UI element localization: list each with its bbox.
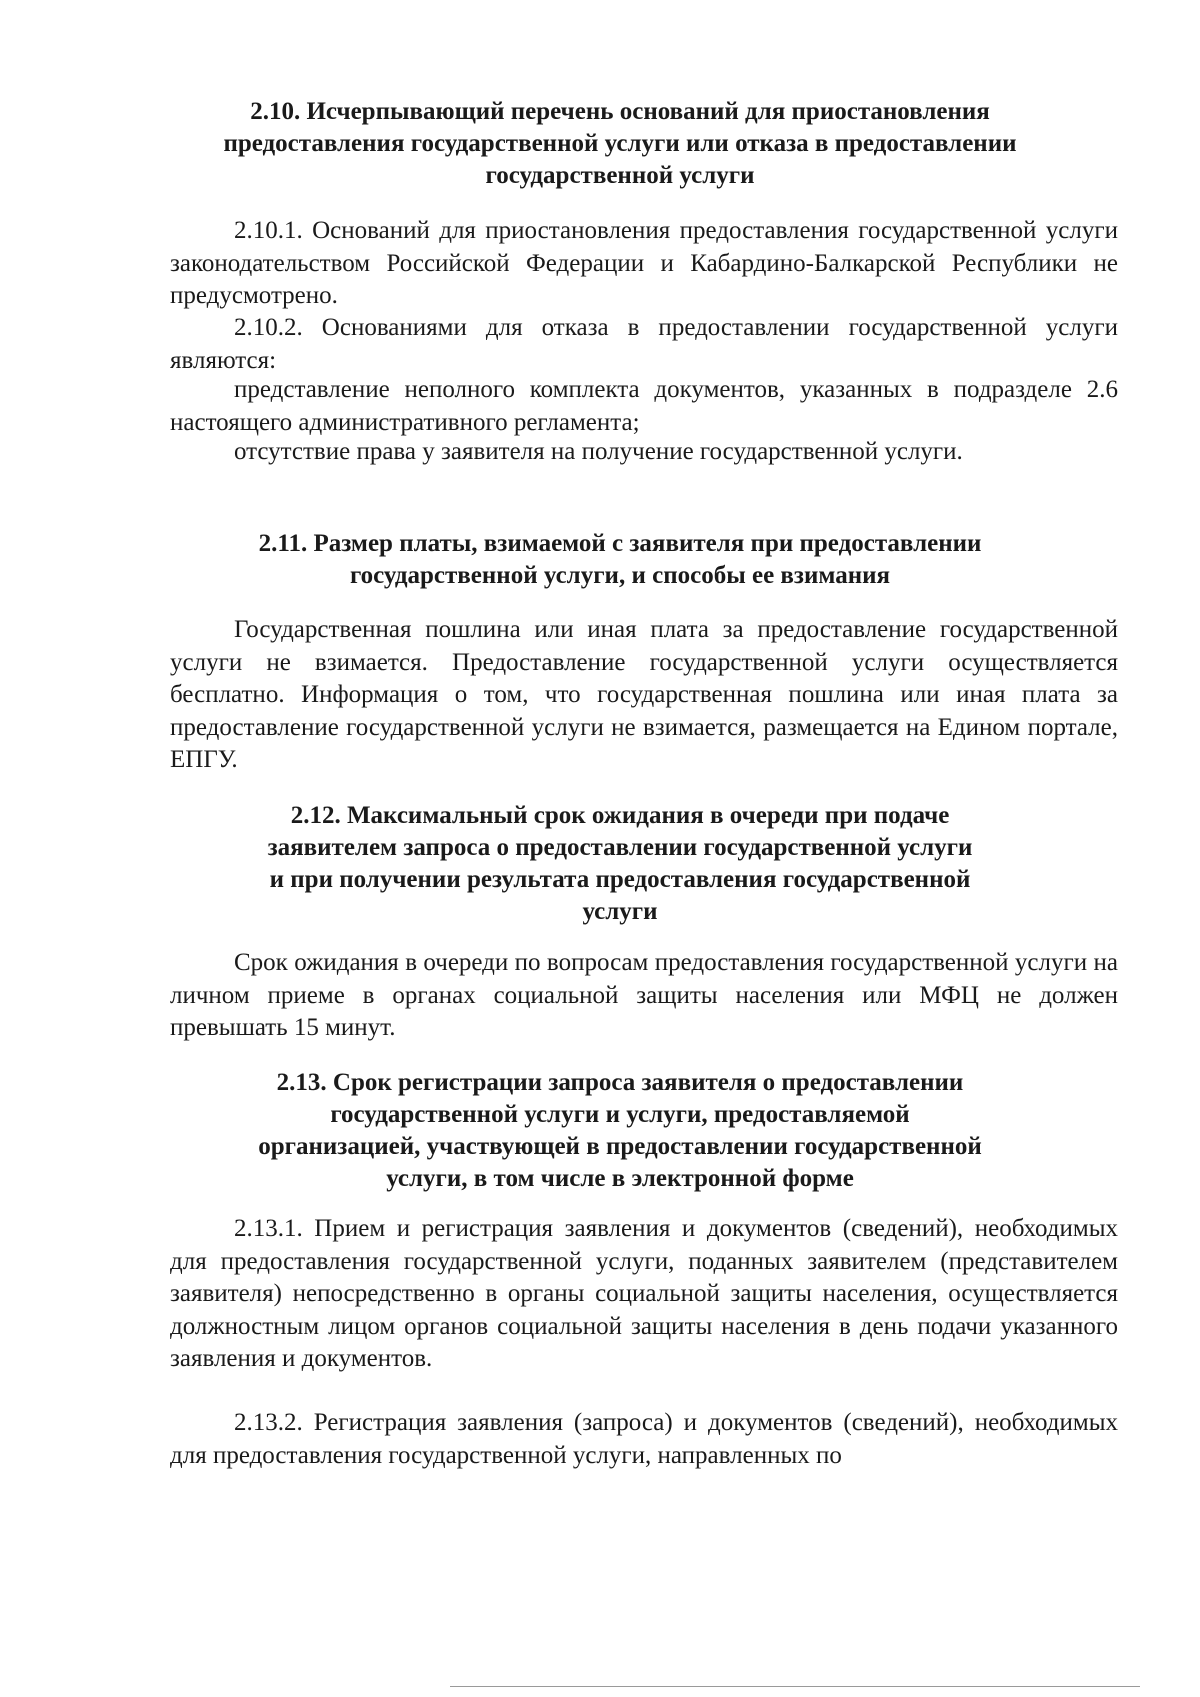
paragraph-2-13-2: 2.13.2. Регистрация заявления (запроса) и документов (сведений), необходимых для предоставления государственной услуги, направленных по: [170, 1409, 1118, 1469]
paragraph-refusal-ground-2: отсутствие права у заявителя на получение государственной услуги.: [234, 438, 963, 465]
title-line: государственной услуги, и способы ее взимания: [349, 562, 891, 589]
title-line: предоставления государственной услуги или отказа в предоставлении: [223, 130, 1017, 157]
section-2-12-title: [150, 800, 1090, 928]
title-line: услуги, в том числе в электронной форме: [386, 1165, 854, 1192]
title-line: и при получении результата предоставления государственной: [269, 866, 971, 893]
title-line: 2.13. Срок регистрации запроса заявителя о предоставлении: [276, 1069, 964, 1096]
title-line: заявителем запроса о предоставлении государственной услуги: [267, 834, 973, 861]
title-line: 2.12. Максимальный срок ожидания в очереди при подаче: [290, 802, 950, 829]
page-bottom-rule: [450, 1686, 1140, 1687]
paragraph-refusal-ground-1: представление неполного комплекта документов, указанных в подразделе 2.6 настоящего административного регламента;: [170, 376, 1118, 436]
title-line: 2.10. Исчерпывающий перечень оснований для приостановления: [250, 98, 990, 125]
paragraph-2-11: Государственная пошлина или иная плата за предоставление государственной услуги не взимается. Предоставление государственной услуги осуществляется бесплатно. Информация о том, что государственная пошлина или иная плата за предоставление государственной услуги не взимается, размещается на Едином портале, ЕПГУ.: [170, 616, 1118, 773]
paragraph-2-10-2: 2.10.2. Основаниями для отказа в предоставлении государственной услуги являются:: [170, 314, 1118, 374]
section-2-13-title: [150, 1067, 1090, 1195]
title-line: государственной услуги и услуги, предоставляемой: [330, 1101, 910, 1128]
title-line: 2.11. Размер платы, взимаемой с заявителя при предоставлении: [258, 530, 982, 557]
paragraph-2-12: Срок ожидания в очереди по вопросам предоставления государственной услуги на личном приеме в органах социальной защиты населения или МФЦ не должен превышать 15 минут.: [170, 949, 1118, 1041]
section-2-11-title: [150, 528, 1090, 592]
title-line: организацией, участвующей в предоставлении государственной: [258, 1133, 982, 1160]
section-2-10-title: [150, 96, 1090, 192]
paragraph-2-10-1: 2.10.1. Оснований для приостановления предоставления государственной услуги законодательством Российской Федерации и Кабардино-Балкарской Республики не предусмотрено.: [170, 217, 1118, 309]
title-line: государственной услуги: [485, 162, 755, 189]
paragraph-2-13-1: 2.13.1. Прием и регистрация заявления и документов (сведений), необходимых для предоставления государственной услуги, поданных заявителем (представителем заявителя) непосредственно в органы социальной защиты населения, осуществляется должностным лицом органов социальной защиты населения в день подачи указанного заявления и документов.: [170, 1215, 1118, 1372]
title-line: услуги: [582, 898, 658, 925]
